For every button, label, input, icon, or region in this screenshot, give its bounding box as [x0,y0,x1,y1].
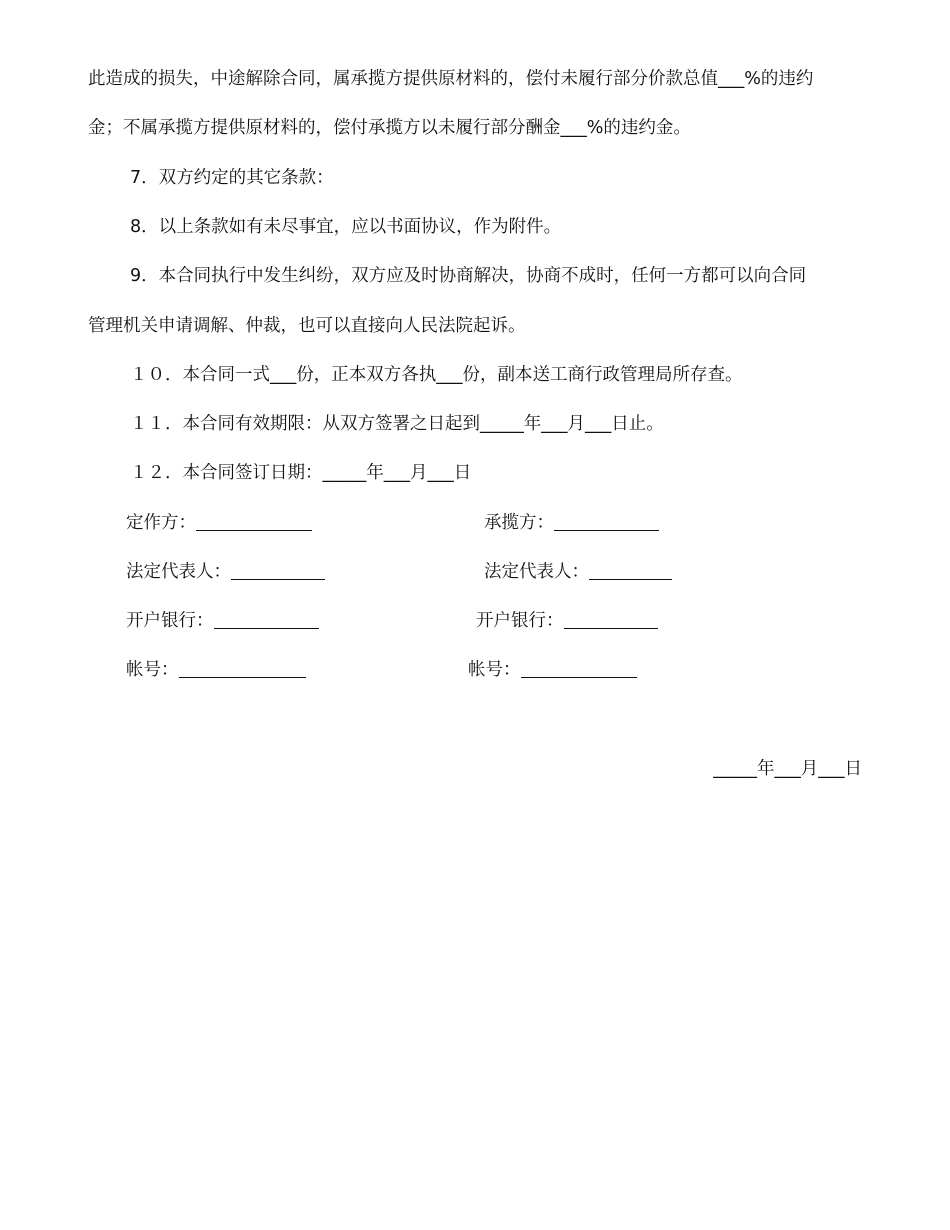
clause-11: １１．本合同有效期限：从双方签署之日起到_____年___月___日止。 [130,414,664,434]
contractor-blank[interactable] [554,512,659,531]
orderer-rep-field [126,560,325,584]
orderer-bank-label: 开户银行： [126,611,214,631]
clause-7: 7．双方约定的其它条款： [130,168,334,188]
contractor-account-field [468,658,637,682]
contractor-account-blank[interactable] [521,659,637,678]
orderer-account-label: 帐号： [126,660,179,680]
contractor-bank-field [476,609,658,633]
clause-6-line-2: 金；不属承揽方提供原材料的，偿付承揽方以未履行部分酬金___%的违约金。 [88,118,691,138]
contractor-bank-blank[interactable] [564,610,658,629]
orderer-rep-blank[interactable] [231,561,325,580]
contractor-field [484,511,659,535]
orderer-account-field [126,658,306,682]
orderer-account-blank[interactable] [179,659,306,678]
contractor-rep-blank[interactable] [589,561,672,580]
footer-date: _____年___月___日 [713,759,862,779]
orderer-blank[interactable] [196,512,312,531]
clause-6-line-1: 此造成的损失，中途解除合同，属承揽方提供原材料的，偿付未履行部分价款总值___%的违约 [88,69,814,89]
clause-10: １０．本合同一式___份，正本双方各执___份，副本送工商行政管理局所存查。 [130,365,743,385]
orderer-label: 定作方： [126,513,196,533]
contractor-rep-label: 法定代表人： [484,562,589,582]
clause-8: 8．以上条款如有未尽事宜，应以书面协议，作为附件。 [130,217,562,237]
orderer-bank-blank[interactable] [214,610,319,629]
contractor-bank-label: 开户银行： [476,611,564,631]
contractor-rep-field [484,560,672,584]
orderer-field [126,511,312,535]
clause-9-line-1: 9．本合同执行中发生纠纷，双方应及时协商解决，协商不成时，任何一方都可以向合同 [130,266,807,286]
clause-12: １２．本合同签订日期：_____年___月___日 [130,463,472,483]
orderer-rep-label: 法定代表人： [126,562,231,582]
contractor-label: 承揽方： [484,513,554,533]
orderer-bank-field [126,609,319,633]
clause-9-line-2: 管理机关申请调解、仲裁，也可以直接向人民法院起诉。 [88,316,526,336]
contractor-account-label: 帐号： [468,660,521,680]
